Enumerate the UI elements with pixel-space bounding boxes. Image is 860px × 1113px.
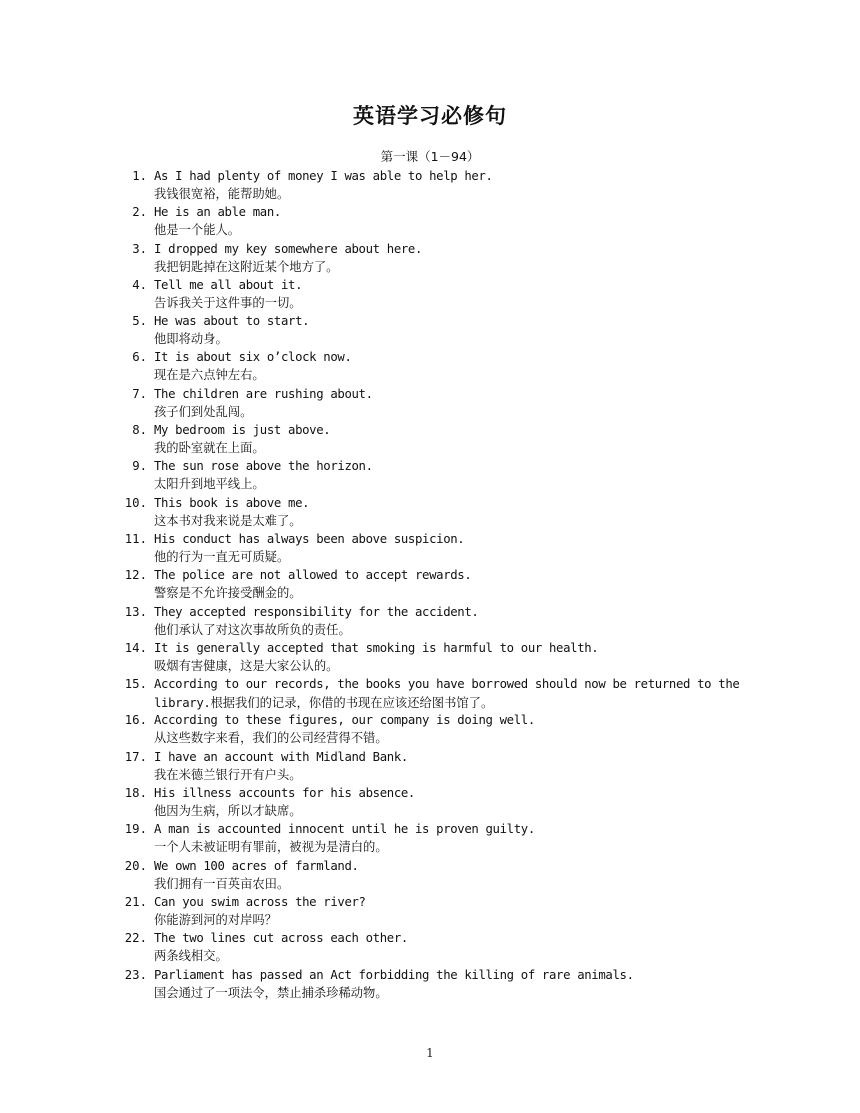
- entry-number: 2.: [132, 205, 147, 220]
- english-sentence: He was about to start.: [154, 314, 310, 329]
- entry-number: 12.: [124, 568, 147, 583]
- chinese-translation: 太阳升到地平线上。: [154, 477, 265, 492]
- page-number: 1: [426, 1046, 434, 1060]
- list-item: [100, 421, 750, 457]
- list-item: [100, 639, 750, 675]
- chinese-translation: 他是一个能人。: [154, 223, 241, 238]
- english-sentence: They accepted responsibility for the accident.: [154, 604, 479, 619]
- chinese-translation: 他的行为一直无可质疑。: [154, 549, 290, 564]
- chinese-translation: 我把钥匙掉在这附近某个地方了。: [154, 259, 339, 274]
- chinese-translation: 他因为生病，所以才缺席。: [154, 804, 302, 819]
- chinese-translation: 你能游到河的对岸吗？: [154, 912, 277, 927]
- list-item: [100, 530, 750, 566]
- list-item: [100, 203, 750, 239]
- chinese-translation: 告诉我关于这件事的一切。: [154, 295, 302, 310]
- entry-number: 1.: [132, 169, 147, 183]
- chinese-translation: 他即将动身。: [154, 332, 228, 347]
- list-item: [100, 784, 750, 820]
- entry-number: 8.: [132, 423, 147, 438]
- entry-number: 3.: [132, 241, 147, 256]
- list-item: [100, 820, 750, 856]
- list-item: [100, 711, 750, 747]
- chinese-translation: 我在米德兰银行开有户头。: [154, 767, 302, 782]
- english-sentence: This book is above me.: [154, 495, 310, 510]
- list-item: [100, 675, 750, 711]
- lesson-heading: 第一课（1－94）: [380, 149, 480, 164]
- list-item: [100, 348, 750, 384]
- english-sentence: It is generally accepted that smoking is harmful to our health.: [154, 640, 599, 655]
- entry-number: 21.: [124, 894, 147, 909]
- list-item: [100, 748, 750, 784]
- chinese-translation: 这本书对我来说是太难了。: [154, 513, 302, 528]
- list-item: [100, 276, 750, 312]
- entry-number: 17.: [124, 749, 147, 764]
- english-sentence: His conduct has always been above suspicion.: [154, 531, 465, 546]
- english-sentence: According to our records, the books you have borrowed should now be returned to the: [154, 677, 740, 692]
- list-item: [100, 385, 750, 421]
- english-sentence: The sun rose above the horizon.: [154, 459, 373, 474]
- list-item: [100, 603, 750, 639]
- chinese-translation: 现在是六点钟左右。: [154, 368, 265, 383]
- english-sentence: As I had plenty of money I was able to help her.: [154, 169, 493, 183]
- entry-number: 15.: [124, 677, 147, 692]
- english-sentence: He is an able man.: [154, 205, 281, 220]
- list-item: [100, 857, 750, 893]
- entry-number: 22.: [124, 931, 147, 946]
- entry-number: 7.: [132, 386, 147, 401]
- chinese-translation: 两条线相交。: [154, 949, 228, 964]
- entry-number: 10.: [124, 495, 147, 510]
- entry-number: 9.: [132, 459, 147, 474]
- chinese-translation: 我们拥有一百英亩农田。: [154, 876, 290, 891]
- english-sentence: His illness accounts for his absence.: [154, 786, 415, 801]
- entry-number: 5.: [132, 314, 147, 329]
- entry-number: 18.: [124, 786, 147, 801]
- english-sentence: I have an account with Midland Bank.: [154, 749, 408, 764]
- english-sentence: A man is accounted innocent until he is proven guilty.: [154, 822, 535, 837]
- list-item: [100, 893, 750, 929]
- english-sentence: My bedroom is just above.: [154, 423, 331, 438]
- english-sentence: According to these figures, our company is doing well.: [154, 713, 535, 728]
- chinese-translation: 吸烟有害健康，这是大家公认的。: [154, 658, 339, 673]
- list-item: [100, 240, 750, 276]
- english-sentence: We own 100 acres of farmland.: [154, 858, 359, 873]
- chinese-translation: 国会通过了一项法令，禁止捕杀珍稀动物。: [154, 985, 388, 1000]
- chinese-translation: 我的卧室就在上面。: [154, 441, 265, 456]
- english-sentence: Tell me all about it.: [154, 277, 303, 292]
- english-sentence: Parliament has passed an Act forbidding the killing of rare animals.: [154, 967, 634, 982]
- chinese-translation: 一个人未被证明有罪前，被视为是清白的。: [154, 840, 388, 855]
- english-sentence: Can you swim across the river?: [154, 894, 366, 909]
- chinese-translation: 孩子们到处乱闯。: [154, 404, 253, 419]
- english-sentence-continuation: library.: [154, 696, 211, 711]
- entry-number: 4.: [132, 277, 147, 292]
- entry-number: 11.: [124, 531, 147, 546]
- sentence-list: [100, 167, 750, 1002]
- chinese-translation: 我钱很宽裕，能帮助她。: [154, 187, 290, 201]
- list-item: [100, 929, 750, 965]
- chinese-translation: 他们承认了对这次事故所负的责任。: [154, 622, 351, 637]
- entry-number: 19.: [124, 822, 147, 837]
- document-title: 英语学习必修句: [353, 104, 507, 128]
- english-sentence: The children are rushing about.: [154, 386, 373, 401]
- list-item: [100, 457, 750, 493]
- entry-number: 23.: [124, 967, 147, 982]
- chinese-translation: 从这些数字来看，我们的公司经营得不错。: [154, 731, 388, 746]
- english-sentence: The two lines cut across each other.: [154, 931, 408, 946]
- list-item: [100, 966, 750, 1002]
- list-item: [100, 566, 750, 602]
- english-sentence: I dropped my key somewhere about here.: [154, 241, 423, 256]
- chinese-translation: 警察是不允许接受酬金的。: [154, 586, 302, 601]
- list-item: [100, 167, 750, 203]
- list-item: [100, 312, 750, 348]
- entry-number: 14.: [124, 640, 147, 655]
- list-item: [100, 494, 750, 530]
- chinese-translation: 根据我们的记录，你借的书现在应该还给图书馆了。: [210, 696, 494, 711]
- entry-number: 6.: [132, 350, 147, 365]
- english-sentence: The police are not allowed to accept rewards.: [154, 568, 472, 583]
- english-sentence: It is about six o’clock now.: [154, 350, 352, 365]
- entry-number: 16.: [124, 713, 147, 728]
- entry-number: 13.: [124, 604, 147, 619]
- entry-number: 20.: [124, 858, 147, 873]
